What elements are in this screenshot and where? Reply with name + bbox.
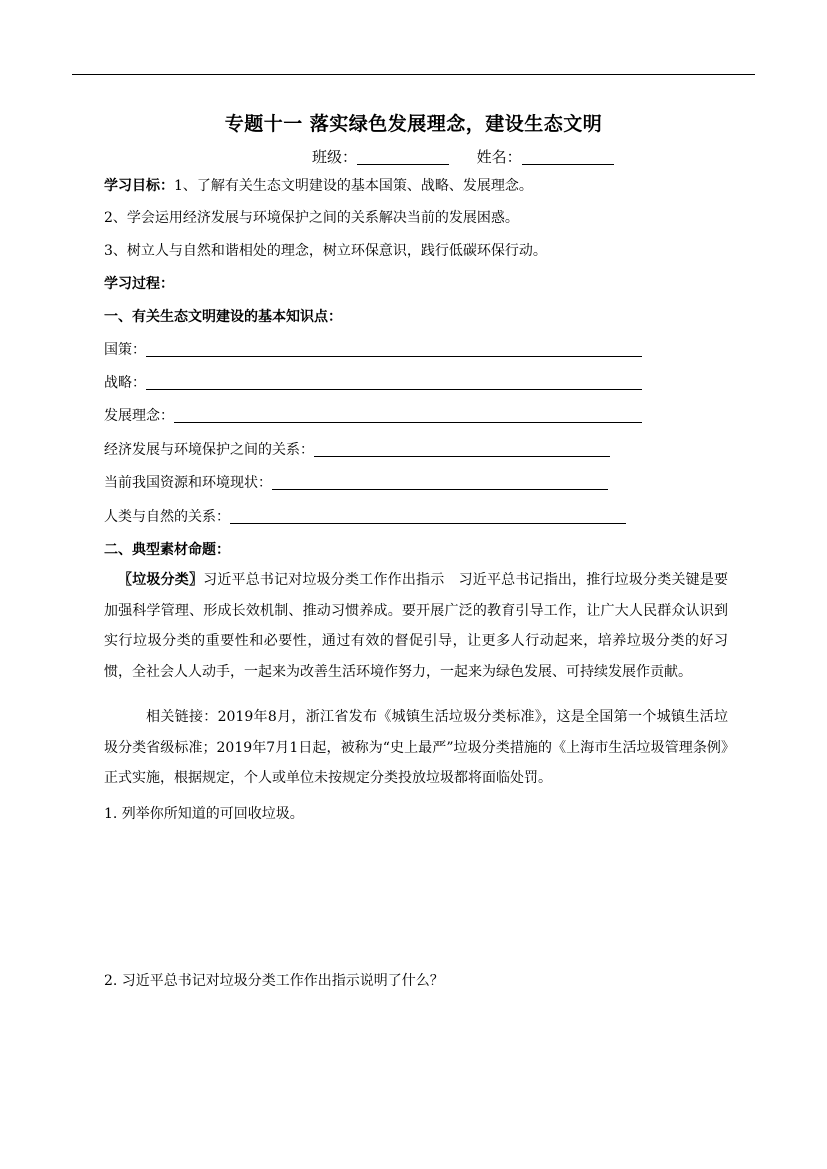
field-row-policy: [104, 339, 642, 359]
field-blank-econ-env[interactable]: [314, 441, 610, 457]
field-row-human-nature: [104, 506, 626, 526]
section1-heading: 一、有关生态文明建设的基本知识点：: [104, 309, 342, 325]
goal-item-2: 2、学会运用经济发展与环境保护之间的关系解决当前的发展困惑。: [104, 210, 519, 226]
field-blank-policy[interactable]: [146, 341, 642, 357]
material-text: 习近平总书记对垃圾分类工作作出指示 习近平总书记指出，推行垃圾分类关键是要加强科学管理、形成长效机制、推动习惯养成。要开展广泛的教育引导工作，让广大人民群众认识到实行垃圾分类的重要性和必要性，通过有效的督促引导，让更多人行动起来，培养垃圾分类的好习惯，全社会人人动手，一起来为改善生活环境作努力，一起来为绿色发展、可持续发展作贡献。: [104, 572, 729, 680]
goal-item-3: 3、树立人与自然和谐相处的理念，树立环保意识，践行低碳环保行动。: [104, 243, 547, 259]
field-row-econ-env: [104, 439, 610, 459]
field-row-strategy: [104, 372, 642, 392]
question-1: 1. 列举你所知道的可回收垃圾。: [104, 806, 304, 822]
material-paragraph: [104, 565, 728, 687]
name-blank[interactable]: [522, 149, 614, 165]
class-label: 班级：: [312, 148, 358, 166]
field-blank-concept[interactable]: [174, 407, 642, 423]
header-rule: [72, 74, 755, 75]
section2-heading: 二、典型素材命题：: [104, 542, 230, 558]
field-blank-resources[interactable]: [272, 474, 608, 490]
field-row-resources: [104, 472, 608, 492]
field-label-policy: 国策：: [104, 342, 146, 358]
field-row-concept: [104, 405, 642, 425]
page-title: 专题十一 落实绿色发展理念，建设生态文明: [224, 113, 603, 135]
related-link-paragraph: 相关链接：2019年8月，浙江省发布《城镇生活垃圾分类标准》，这是全国第一个城镇生活垃圾分类省级标准；2019年7月1日起，被称为“史上最严”垃圾分类措施的《上海市生活垃圾管理条例》正式实施，根据规定，个人或单位未按规定分类投放垃圾都将面临处罚。: [104, 709, 728, 786]
field-blank-strategy[interactable]: [146, 374, 642, 390]
question-2: 2. 习近平总书记对垃圾分类工作作出指示说明了什么？: [104, 973, 444, 989]
goal-text-1: 1、了解有关生态文明建设的基本国策、战略、发展理念。: [174, 178, 533, 194]
process-label: 学习过程：: [104, 276, 174, 292]
goal-item-1: [104, 175, 533, 195]
name-label: 姓名：: [476, 148, 522, 166]
material-tag: 〖垃圾分类〗: [118, 572, 204, 588]
class-blank[interactable]: [357, 149, 449, 165]
goals-label: 学习目标：: [104, 178, 174, 194]
field-label-human-nature: 人类与自然的关系：: [104, 509, 230, 525]
field-label-concept: 发展理念：: [104, 408, 174, 424]
field-label-resources: 当前我国资源和环境现状：: [104, 475, 272, 491]
field-label-econ-env: 经济发展与环境保护之间的关系：: [104, 442, 314, 458]
field-label-strategy: 战略：: [104, 375, 146, 391]
field-blank-human-nature[interactable]: [230, 508, 626, 524]
student-info-row: [312, 146, 614, 167]
